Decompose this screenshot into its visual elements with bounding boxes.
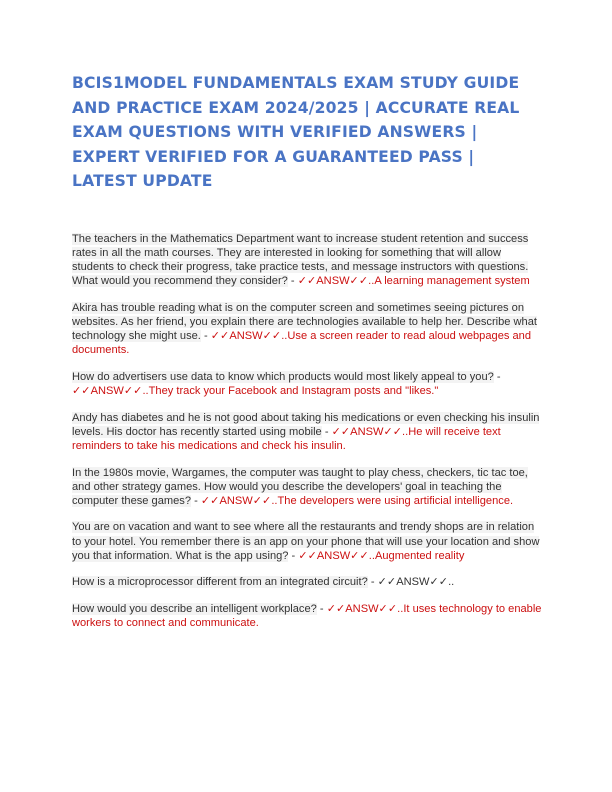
- answer-text: A learning management system: [374, 275, 530, 288]
- qa-item: [72, 301, 542, 357]
- separator: -: [191, 494, 201, 507]
- separator: -: [288, 549, 299, 562]
- answer-text: Use a screen reader to read aloud webpages and documents.: [72, 330, 531, 357]
- answer-text: Augmented reality: [374, 549, 465, 562]
- question-text: How do advertisers use data to know which products would most likely appeal to you?: [72, 370, 494, 383]
- answer-marker: ✓✓ANSW✓✓..: [326, 603, 404, 616]
- question-text: Andy has diabetes and he is not good about taking his medications or even checking his insulin levels. His doctor has recently started using mobile: [72, 411, 540, 438]
- qa-item: [72, 232, 542, 288]
- answer-marker: ✓✓ANSW✓✓..: [377, 576, 455, 589]
- qa-item: [72, 575, 542, 589]
- answer-marker: ✓✓ANSW✓✓..: [72, 385, 149, 398]
- question-text: You are on vacation and want to see where all the restaurants and trendy shops are in relation to your hotel. You remember there is an app on your phone that will use your location and show you that information. What is the app using?: [72, 521, 540, 562]
- question-text: Akira has trouble reading what is on the computer screen and sometimes seeing pictures on websites. As her friend, you explain there are technologies available to help her. Describe what technology she might use.: [72, 301, 537, 343]
- answer-marker: ✓✓ANSW✓✓..: [331, 425, 409, 438]
- answer-marker: ✓✓ANSW✓✓..: [210, 330, 288, 343]
- answer-text: They track your Facebook and Instagram posts and "likes.": [148, 385, 439, 398]
- separator: -: [321, 425, 332, 438]
- question-text: How would you describe an intelligent workplace?: [72, 603, 317, 616]
- separator: -: [316, 603, 327, 616]
- answer-marker: ✓✓ANSW✓✓..: [297, 275, 375, 288]
- answer-marker: ✓✓ANSW✓✓..: [298, 549, 375, 562]
- qa-item: [72, 520, 542, 562]
- qa-item: [72, 411, 542, 453]
- question-text: The teachers in the Mathematics Department want to increase student retention and success rates in all the math courses. They are interested in looking for something that will allow students to check their progress, take practice tests, and message instructors with questions. What would you recommend they consider?: [72, 233, 529, 288]
- answer-marker: ✓✓ANSW✓✓..: [200, 494, 278, 507]
- qa-item: [72, 602, 542, 630]
- separator: -: [493, 370, 501, 383]
- answer-text: He will receive text reminders to take his medications and check his insulin.: [72, 425, 501, 452]
- separator: -: [367, 576, 378, 589]
- question-text: How is a microprocessor different from an integrated circuit?: [72, 576, 368, 589]
- separator: -: [287, 275, 298, 288]
- answer-text: The developers were using artificial intelligence.: [277, 494, 514, 507]
- document-title: BCIS1MODEL FUNDAMENTALS EXAM STUDY GUIDE AND PRACTICE EXAM 2024/2025 | ACCURATE REAL EXAM QUESTIONS WITH VERIFIED ANSWERS | EXPERT VERIFIED FOR A GUARANTEED PASS | LATEST UPDATE: [72, 74, 520, 190]
- qa-item: [72, 370, 542, 398]
- separator: -: [200, 330, 211, 343]
- answer-text: It uses technology to enable workers to connect and communicate.: [72, 603, 542, 630]
- question-text: In the 1980s movie, Wargames, the computer was taught to play chess, checkers, tic tac toe, and other strategy games. How would you describe the developers' goal in teaching the computer these games?: [72, 466, 528, 507]
- qa-item: [72, 466, 542, 508]
- qa-list: [72, 232, 542, 643]
